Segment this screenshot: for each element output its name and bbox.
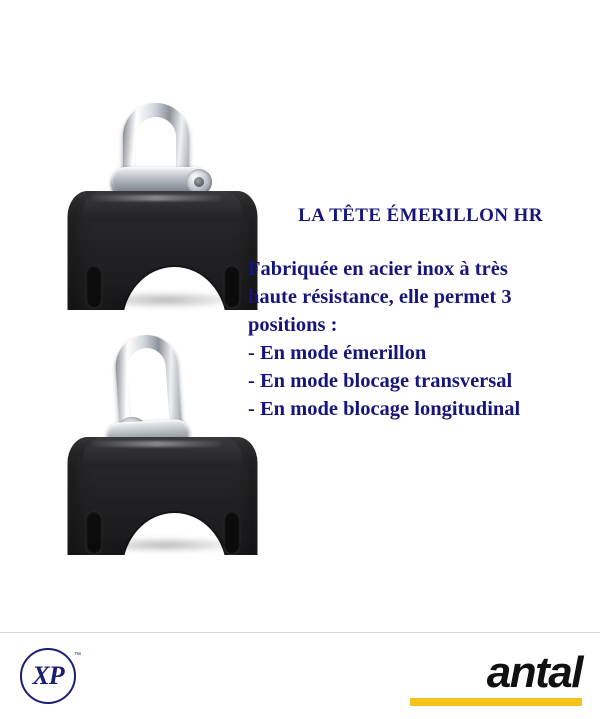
paragraph-line-2: haute résistance, elle permet 3 [248, 286, 512, 308]
paragraph-line-1: Fabriquée en acier inox à très [248, 258, 508, 280]
text-block [248, 205, 593, 423]
xp-logo-text: XP [32, 661, 64, 690]
description-paragraph [248, 255, 593, 423]
product-photo-top [55, 95, 270, 310]
antal-logo [410, 650, 582, 706]
pulley-highlight-top [91, 195, 221, 201]
photo-shadow-top [85, 291, 245, 309]
paragraph-line-6: - En mode blocage longitudinal [248, 398, 521, 420]
xp-trademark-symbol: ™ [74, 652, 81, 659]
footer-divider [0, 632, 600, 633]
product-photo-bottom [55, 325, 270, 555]
antal-yellow-bar [410, 698, 582, 706]
photo-shadow-bottom [85, 537, 245, 553]
paragraph-line-4: - En mode émerillon [248, 342, 427, 364]
xp-logo [20, 648, 80, 708]
paragraph-line-3: positions : [248, 314, 338, 336]
pulley-highlight-bottom [91, 441, 221, 447]
antal-wordmark: antal [486, 648, 582, 697]
paragraph-line-5: - En mode blocage transversal [248, 370, 513, 392]
headline: LA TÊTE ÉMERILLON HR [298, 205, 543, 226]
